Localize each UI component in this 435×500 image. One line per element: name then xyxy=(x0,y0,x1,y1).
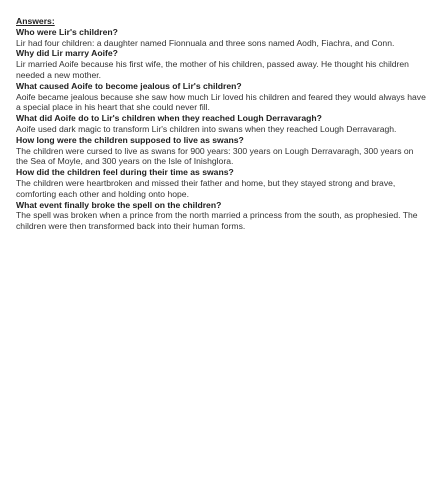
answer-6: The children were heartbroken and missed their father and home, but they stayed strong and brave, comforting each other and holding onto hope. xyxy=(16,177,396,199)
answer-7: The spell was broken when a prince from the north married a princess from the south, as prophesied. The children were then transformed back into their human forms. xyxy=(16,210,418,232)
question-2: Why did Lir marry Aoife? xyxy=(16,48,118,59)
question-1: Who were Lir's children? xyxy=(16,26,118,37)
qa-item-1 xyxy=(16,27,426,49)
question-4: What did Aoife do to Lir's children when they reached Lough Derravaragh? xyxy=(16,113,322,124)
qa-item-5 xyxy=(16,135,426,167)
qa-item-2 xyxy=(16,48,426,80)
answer-sheet xyxy=(16,16,426,232)
qa-item-3 xyxy=(16,81,426,113)
question-3: What caused Aoife to become jealous of Lir's children? xyxy=(16,80,242,91)
answer-2: Lir married Aoife because his first wife, the mother of his children, passed away. He thought his children needed a new mother. xyxy=(16,59,409,80)
question-6: How did the children feel during their time as swans? xyxy=(16,167,234,178)
answer-4: Aoife used dark magic to transform Lir's children into swans when they reached Lough Derravaragh. xyxy=(16,123,397,134)
answer-5: The children were cursed to live as swans for 900 years: 300 years on Lough Derravaragh, 300 years on the Sea of Moyle, and 300 years on the Isle of Inishglora. xyxy=(16,145,414,167)
qa-item-7 xyxy=(16,200,426,232)
question-7: What event finally broke the spell on the children? xyxy=(16,199,222,210)
qa-item-4 xyxy=(16,113,426,135)
answer-1: Lir had four children: a daughter named Fionnuala and three sons named Aodh, Fiachra, and Conn. xyxy=(16,37,395,48)
question-5: How long were the children supposed to live as swans? xyxy=(16,134,244,145)
answers-heading: Answers: xyxy=(16,16,55,26)
answer-3: Aoife became jealous because she saw how much Lir loved his children and feared they would always have a special place in his heart that she could never fill. xyxy=(16,91,426,113)
qa-item-6 xyxy=(16,167,426,199)
